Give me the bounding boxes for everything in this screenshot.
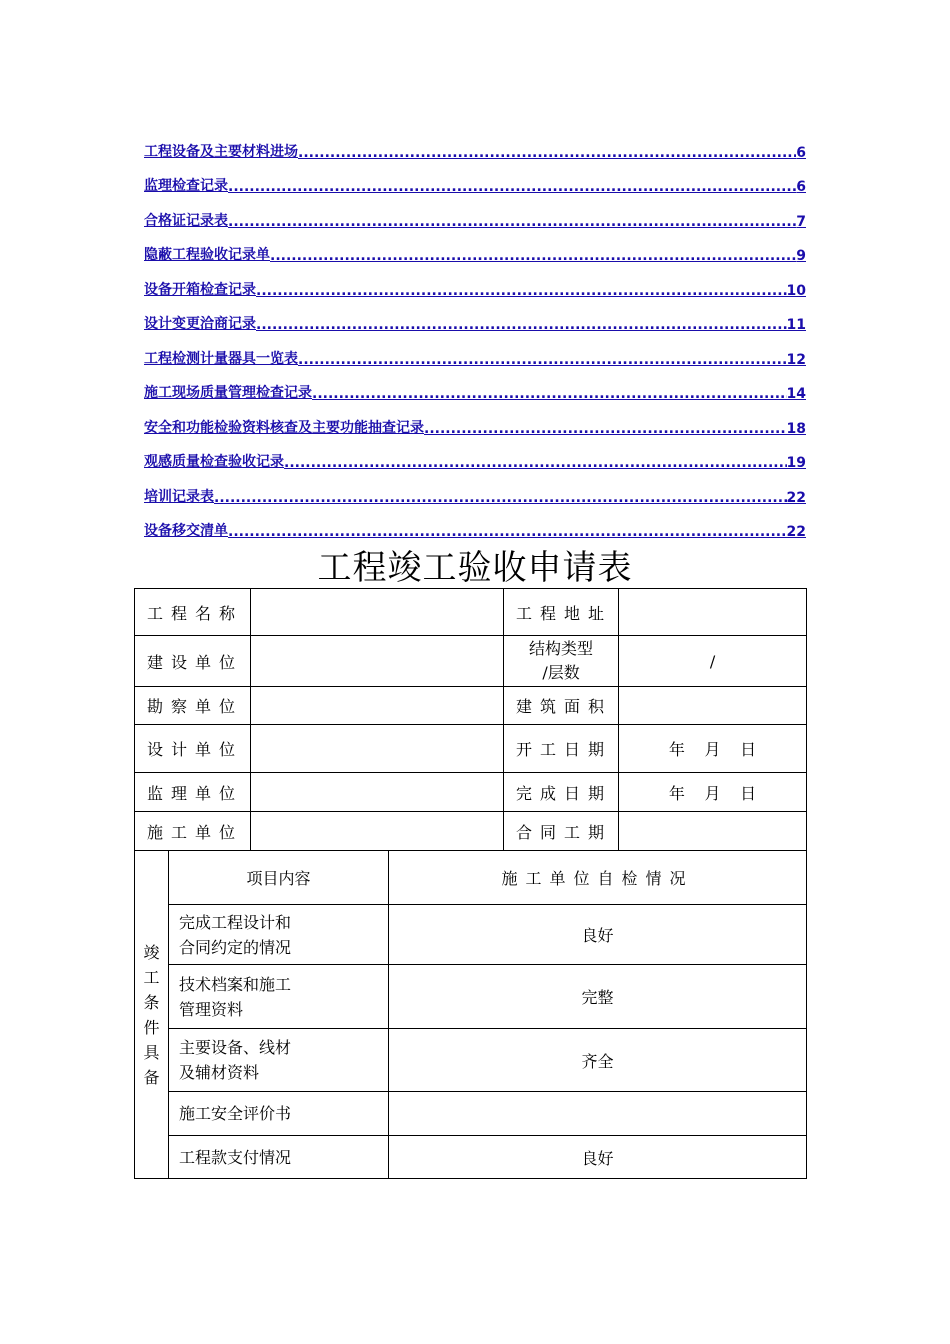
table-row — [135, 1136, 807, 1179]
project-name-label: 工程名称 — [135, 589, 251, 636]
toc-leader-dots — [312, 386, 787, 402]
condition-item: 技术档案和施工 管理资料 — [169, 965, 389, 1029]
toc-leader-dots — [270, 248, 796, 264]
table-row — [135, 812, 807, 851]
completion-acceptance-form — [134, 588, 807, 1179]
building-area-label: 建筑面积 — [504, 687, 619, 725]
date-month-label: 月 — [704, 783, 721, 803]
toc-leader-dots — [256, 283, 787, 299]
building-area-field[interactable] — [619, 687, 807, 725]
condition-status[interactable] — [389, 1092, 807, 1136]
table-row — [135, 905, 807, 965]
toc-entry-page[interactable]: 12 — [786, 351, 806, 368]
date-month-label: 月 — [704, 740, 721, 759]
toc-leader-dots — [298, 352, 787, 368]
toc-entry-page[interactable]: 7 — [796, 213, 806, 230]
toc-entry[interactable] — [144, 230, 806, 265]
toc-entry-page[interactable]: 22 — [786, 489, 806, 506]
toc-entry-page[interactable]: 11 — [786, 317, 806, 333]
contractor-label: 施工单位 — [135, 812, 251, 851]
table-row — [135, 589, 807, 636]
survey-unit-label: 勘察单位 — [135, 687, 251, 725]
structure-type-label-line2: /层数 — [542, 663, 580, 682]
date-year-label: 年 — [668, 783, 685, 803]
condition-status[interactable]: 良好 — [389, 1136, 807, 1179]
design-unit-field[interactable] — [251, 725, 504, 773]
table-row — [135, 965, 807, 1029]
condition-status[interactable]: 完整 — [389, 965, 807, 1029]
toc-entry[interactable] — [144, 368, 806, 403]
structure-type-label-line1: 结构类型 — [529, 639, 594, 658]
toc-entry[interactable] — [144, 333, 806, 368]
table-row — [135, 687, 807, 725]
toc-entry-title[interactable]: 隐蔽工程验收记录单 — [144, 247, 270, 263]
date-year-label: 年 — [668, 740, 685, 759]
condition-item: 主要设备、线材 及辅材资料 — [169, 1029, 389, 1092]
project-address-field[interactable] — [619, 589, 807, 636]
toc-leader-dots — [228, 179, 796, 195]
supervision-unit-field[interactable] — [251, 773, 504, 812]
toc-entry-page[interactable]: 14 — [786, 386, 806, 402]
items-header: 项目内容 — [169, 851, 389, 905]
toc-leader-dots — [228, 524, 787, 540]
condition-item: 完成工程设计和 合同约定的情况 — [169, 905, 389, 965]
toc-entry-title[interactable]: 设备移交清单 — [144, 523, 228, 539]
table-row — [135, 1092, 807, 1136]
table-row — [135, 1029, 807, 1092]
toc-entry-title[interactable]: 观感质量检查验收记录 — [144, 454, 284, 470]
toc-entry[interactable] — [144, 299, 806, 334]
toc-entry[interactable] — [144, 195, 806, 230]
construction-unit-label: 建设单位 — [135, 636, 251, 687]
toc-entry-page[interactable]: 6 — [796, 144, 806, 161]
completion-date-field[interactable] — [619, 773, 807, 812]
toc-entry[interactable] — [144, 471, 806, 506]
date-day-label: 日 — [740, 740, 757, 759]
toc-entry-title[interactable]: 设备开箱检查记录 — [144, 281, 256, 298]
condition-item: 工程款支付情况 — [169, 1136, 389, 1179]
toc-entry[interactable] — [144, 402, 806, 437]
structure-type-field[interactable]: / — [619, 636, 807, 687]
contractor-field[interactable] — [251, 812, 504, 851]
project-address-label: 工程地址 — [504, 589, 619, 636]
toc-entry-title[interactable]: 工程检测计量器具一览表 — [144, 350, 298, 367]
toc-entry[interactable] — [144, 506, 806, 541]
toc-entry-title[interactable]: 设计变更洽商记录 — [144, 316, 256, 332]
date-day-label: 日 — [740, 783, 757, 803]
table-of-contents — [144, 126, 806, 540]
toc-leader-dots — [228, 214, 796, 230]
project-name-field[interactable] — [251, 589, 504, 636]
toc-entry[interactable] — [144, 264, 806, 299]
start-date-field[interactable] — [619, 725, 807, 773]
toc-entry-title[interactable]: 工程设备及主要材料进场 — [144, 143, 298, 160]
toc-entry[interactable] — [144, 161, 806, 196]
toc-entry-title[interactable]: 施工现场质量管理检查记录 — [144, 385, 312, 401]
toc-entry-title[interactable]: 培训记录表 — [144, 488, 214, 505]
structure-type-label — [504, 636, 619, 687]
start-date-label: 开工日期 — [504, 725, 619, 773]
table-row — [135, 725, 807, 773]
toc-leader-dots — [424, 421, 787, 437]
toc-entry-page[interactable]: 19 — [786, 455, 806, 471]
survey-unit-field[interactable] — [251, 687, 504, 725]
table-row — [135, 773, 807, 812]
construction-unit-field[interactable] — [251, 636, 504, 687]
toc-leader-dots — [214, 490, 787, 506]
contract-period-field[interactable] — [619, 812, 807, 851]
condition-item: 施工安全评价书 — [169, 1092, 389, 1136]
toc-entry-page[interactable]: 18 — [786, 420, 806, 437]
toc-entry-title[interactable]: 合格证记录表 — [144, 212, 228, 229]
toc-entry-title[interactable]: 安全和功能检验资料核查及主要功能抽查记录 — [144, 419, 424, 436]
toc-entry-page[interactable]: 6 — [796, 179, 806, 195]
toc-leader-dots — [284, 455, 787, 471]
design-unit-label: 设计单位 — [135, 725, 251, 773]
supervision-unit-label: 监理单位 — [135, 773, 251, 812]
toc-leader-dots — [256, 317, 787, 333]
completion-date-label: 完成日期 — [504, 773, 619, 812]
table-row — [135, 636, 807, 687]
toc-entry-page[interactable]: 10 — [786, 282, 806, 299]
toc-leader-dots — [298, 145, 796, 161]
toc-entry-page[interactable]: 9 — [796, 248, 806, 264]
table-row — [135, 851, 807, 905]
condition-status[interactable]: 齐全 — [389, 1029, 807, 1092]
contract-period-label: 合同工期 — [504, 812, 619, 851]
toc-entry[interactable] — [144, 126, 806, 161]
condition-status[interactable]: 良好 — [389, 905, 807, 965]
toc-entry-page[interactable]: 22 — [786, 524, 806, 540]
completion-conditions-label: 竣 工 条 件 具 备 — [135, 851, 169, 1179]
toc-entry-title[interactable]: 监理检查记录 — [144, 178, 228, 194]
self-check-header: 施工单位自检情况 — [389, 851, 807, 905]
form-title: 工程竣工验收申请表 — [317, 548, 633, 588]
toc-entry[interactable] — [144, 437, 806, 472]
